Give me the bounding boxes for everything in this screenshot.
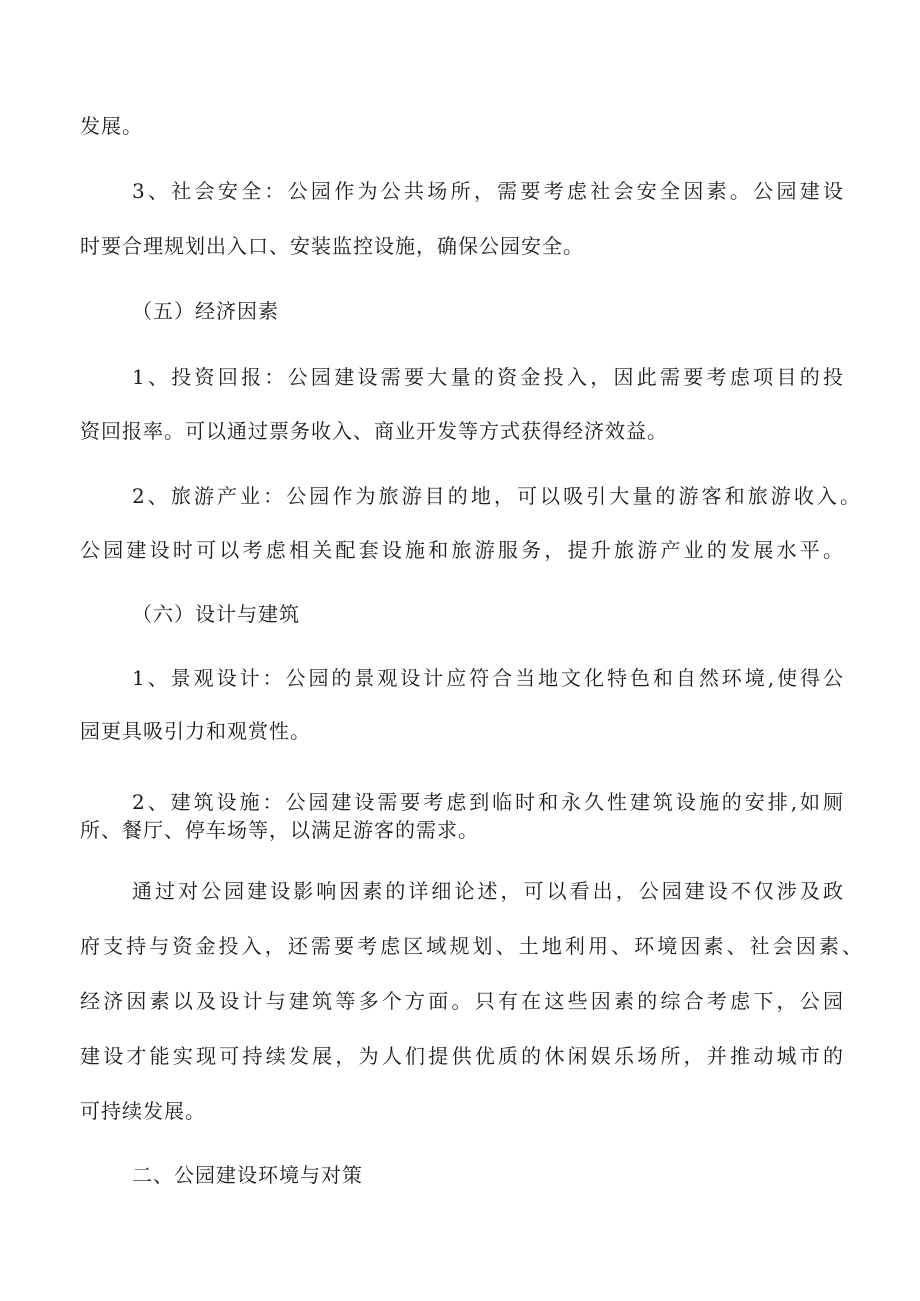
section-heading: （六）设计与建筑 xyxy=(132,602,300,626)
body-text-line: 1、投资回报：公园建设需要大量的资金投入，因此需要考虑项目的投 xyxy=(132,365,843,389)
body-text-line: 经济因素以及设计与建筑等多个方面。只有在这些因素的综合考虑下，公园 xyxy=(80,989,843,1013)
body-text-line: 公园建设时可以考虑相关配套设施和旅游服务，提升旅游产业的发展水平。 xyxy=(80,538,843,562)
body-text-line: 3、社会安全：公园作为公共场所，需要考虑社会安全因素。公园建设 xyxy=(132,179,843,203)
body-text-line: 资回报率。可以通过票务收入、商业开发等方式获得经济效益。 xyxy=(80,419,668,443)
body-text-line: 通过对公园建设影响因素的详细论述，可以看出，公园建设不仅涉及政 xyxy=(132,879,843,903)
body-text-line: 发展。 xyxy=(80,114,143,138)
body-text-line: 时要合理规划出入口、安装监控设施，确保公园安全。 xyxy=(80,234,584,258)
body-text-line: 可持续发展。 xyxy=(80,1099,206,1123)
chapter-heading: 二、公园建设环境与对策 xyxy=(132,1163,363,1187)
section-heading: （五）经济因素 xyxy=(132,299,279,323)
body-text-line: 园更具吸引力和观赏性。 xyxy=(80,719,311,743)
body-text-line: 府支持与资金投入，还需要考虑区域规划、土地利用、环境因素、社会因素、 xyxy=(80,934,862,958)
body-text-line: 1、景观设计：公园的景观设计应符合当地文化特色和自然环境,使得公 xyxy=(132,666,843,690)
body-text-line: 2、旅游产业：公园作为旅游目的地，可以吸引大量的游客和旅游收入。 xyxy=(132,484,860,508)
body-text-line: 建设才能实现可持续发展，为人们提供优质的休闲娱乐场所，并推动城市的 xyxy=(80,1044,843,1068)
body-text-line: 所、餐厅、停车场等，以满足游客的需求。 xyxy=(80,818,479,842)
body-text-line: 2、建筑设施：公园建设需要考虑到临时和永久性建筑设施的安排,如厕 xyxy=(132,790,843,814)
